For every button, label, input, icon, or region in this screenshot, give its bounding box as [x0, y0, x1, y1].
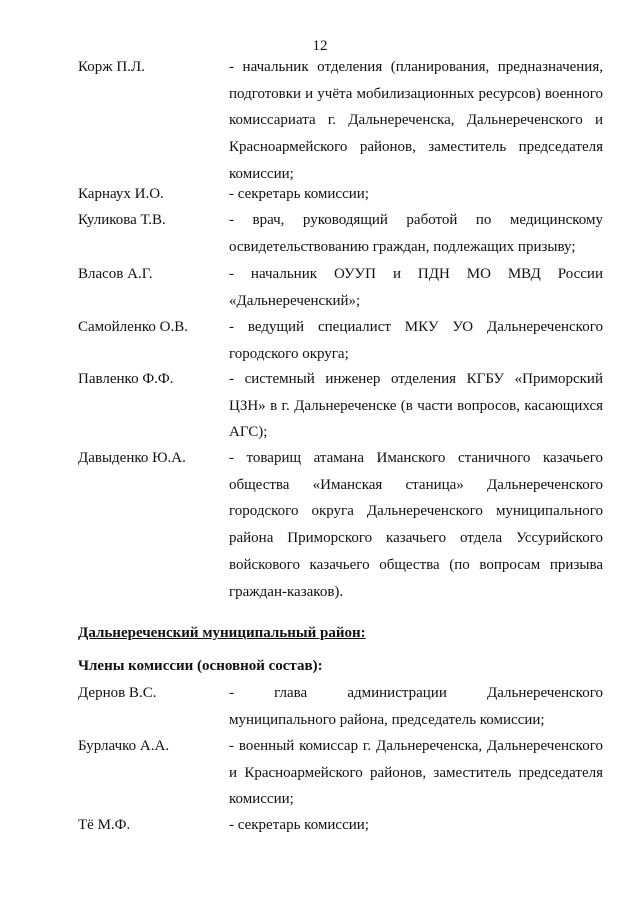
- member-role: - секретарь комиссии;: [229, 817, 369, 833]
- member-role: - секретарь комиссии;: [229, 186, 369, 202]
- member-name: Куликова Т.В.: [78, 212, 166, 228]
- member-name: Давыденко Ю.А.: [78, 450, 186, 466]
- section-subtitle: Члены комиссии (основной состав):: [78, 658, 323, 674]
- member-role: - военный комиссар г. Дальнереченска, Дальнереченского и Красноармейского районов, заместитель председателя комиссии;: [229, 738, 603, 808]
- member-name: Тё М.Ф.: [78, 817, 131, 833]
- member-name: Дернов В.С.: [78, 685, 157, 701]
- member-role: - начальник отделения (планирования, предназначения, подготовки и учёта мобилизационных ресурсов) военного комиссариата г. Дальнереченска, Дальнереченского и Красноармейского районов, заместитель председателя комиссии;: [229, 59, 603, 182]
- member-name: Бурлачко А.А.: [78, 738, 170, 754]
- member-role: - глава администрации Дальнереченского муниципального района, председатель комиссии;: [229, 685, 603, 728]
- member-name: Власов А.Г.: [78, 266, 153, 282]
- section-title: Дальнереченский муниципальный район:: [78, 625, 366, 641]
- page-number: 12: [312, 38, 328, 54]
- member-role: - врач, руководящий работой по медицинскому освидетельствованию граждан, подлежащих призыву;: [229, 212, 603, 255]
- member-name: Павленко Ф.Ф.: [78, 371, 174, 387]
- member-role: - ведущий специалист МКУ УО Дальнереченского городского округа;: [229, 319, 603, 362]
- member-name: Корж П.Л.: [78, 59, 145, 75]
- member-name: Самойленко О.В.: [78, 319, 188, 335]
- member-role: - начальник ОУУП и ПДН МО МВД России «Дальнереченский»;: [229, 266, 603, 309]
- member-role: - товарищ атамана Иманского станичного казачьего общества «Иманская станица» Дальнереченского городского округа Дальнереченского муниципального района Приморского казачьего отдела Уссурийского войскового казачьего общества (по вопросам призыва граждан-казаков).: [229, 450, 603, 600]
- member-role: - системный инженер отделения КГБУ «Приморский ЦЗН» в г. Дальнереченске (в части вопросов, касающихся АГС);: [229, 371, 603, 441]
- member-name: Карнаух И.О.: [78, 186, 164, 202]
